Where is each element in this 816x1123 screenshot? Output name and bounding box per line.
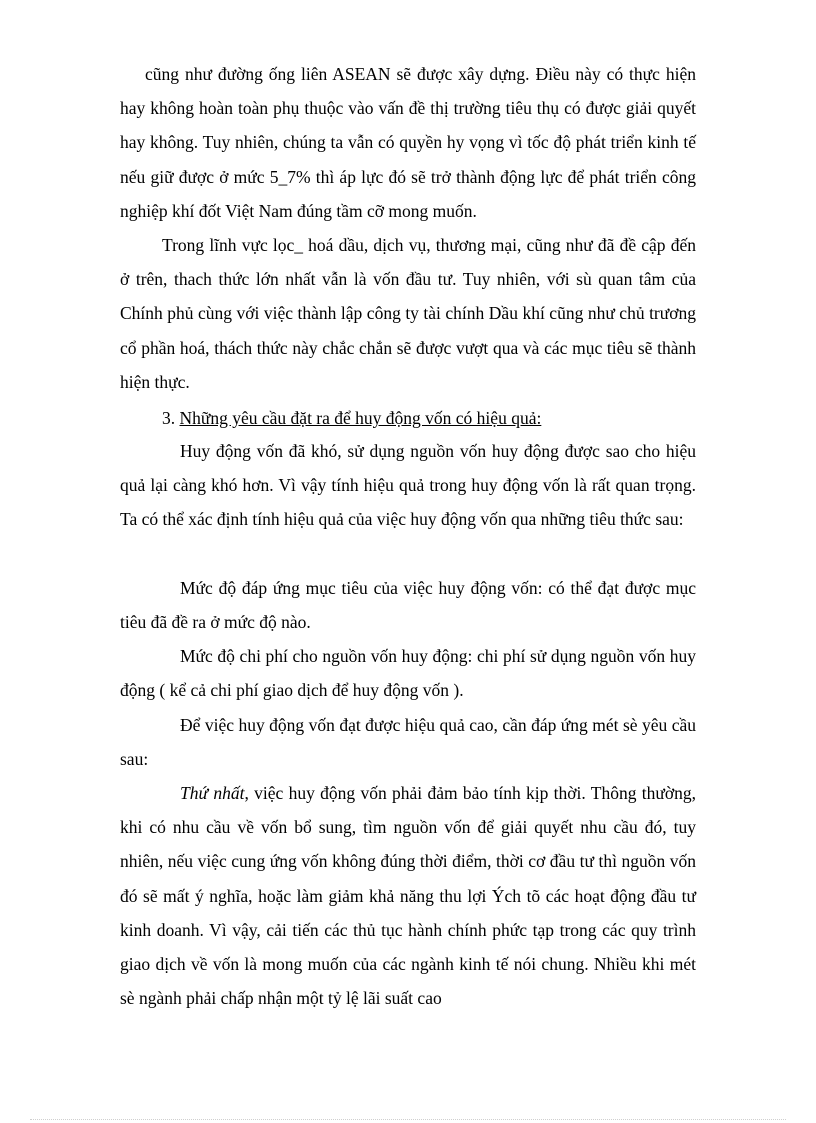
paragraph-criterion-goal: Mức độ đáp ứng mục tiêu của việc huy động vốn: có thể đạt được mục tiêu đã đề ra ở mức độ nào. (120, 578, 696, 633)
paragraph-refining-challenges: Trong lĩnh vực lọc_ hoá dầu, dịch vụ, thương mại, cũng như đã đề cập đến ở trên, thach thức lớn nhất vẫn là vốn đầu tư. Tuy nhiên, với sù quan tâm của Chính phủ cùng với việc thành lập công ty tài chính Dầu khí cũng như chủ trương cổ phần hoá, thách thức này chắc chắn sẽ được vượt qua và các mục tiêu sẽ thành hiện thực. (120, 235, 696, 392)
section-heading (162, 401, 541, 435)
first-label: Thứ nhất (180, 783, 245, 803)
section-title: Những yêu cầu đặt ra để huy động vốn có hiệu quả: (179, 408, 542, 428)
page-bottom-rule (30, 1119, 786, 1120)
paragraph-criterion-cost: Mức độ chi phí cho nguồn vốn huy động: chi phí sử dụng nguồn vốn huy động ( kể cả chi phí giao dịch để huy động vốn ). (120, 646, 696, 701)
section-number: 3. (162, 408, 176, 428)
paragraph-gas-pipeline: cũng như đường ống liên ASEAN sẽ được xây dựng. Điều này có thực hiện hay không hoàn toàn phụ thuộc vào vấn đề thị trường tiêu thụ có được giải quyết hay không. Tuy nhiên, chúng ta vẫn có quyền hy vọng vì tốc độ phát triển kinh tế nếu giữ được ở mức 5_7% thì áp lực đó sẽ trở thành động lực để phát triển công nghiệp khí đốt Việt Nam đúng tầm cỡ mong muốn. (120, 64, 696, 221)
paragraph-first-requirement (120, 776, 696, 1015)
first-requirement-text: , việc huy động vốn phải đảm bảo tính kịp thời. Thông thường, khi có nhu cầu về vốn bổ sung, tìm nguồn vốn để giải quyết nhu cầu đó, tuy nhiên, nếu việc cung ứng vốn không đúng thời điểm, thời cơ đầu tư thì nguồn vốn đó sẽ mất ý nghĩa, hoặc làm giảm khả năng thu lợi Ých tõ các hoạt động đầu tư kinh doanh. Vì vậy, cải tiến các thủ tục hành chính phức tạp trong các quy trình giao dịch về vốn là mong muốn của các ngành kinh tế nói chung. Nhiều khi mét sè ngành phải chấp nhận một tỷ lệ lãi suất cao (120, 783, 696, 1009)
paragraph-requirements-intro: Để việc huy động vốn đạt được hiệu quả cao, cần đáp ứng mét sè yêu cầu sau: (120, 715, 696, 770)
paragraph-efficiency-intro: Huy động vốn đã khó, sử dụng nguồn vốn huy động được sao cho hiệu quả lại càng khó hơn. Vì vậy tính hiệu quả trong huy động vốn là rất quan trọng. Ta có thể xác định tính hiệu quả của việc huy động vốn qua những tiêu thức sau: (120, 441, 696, 530)
